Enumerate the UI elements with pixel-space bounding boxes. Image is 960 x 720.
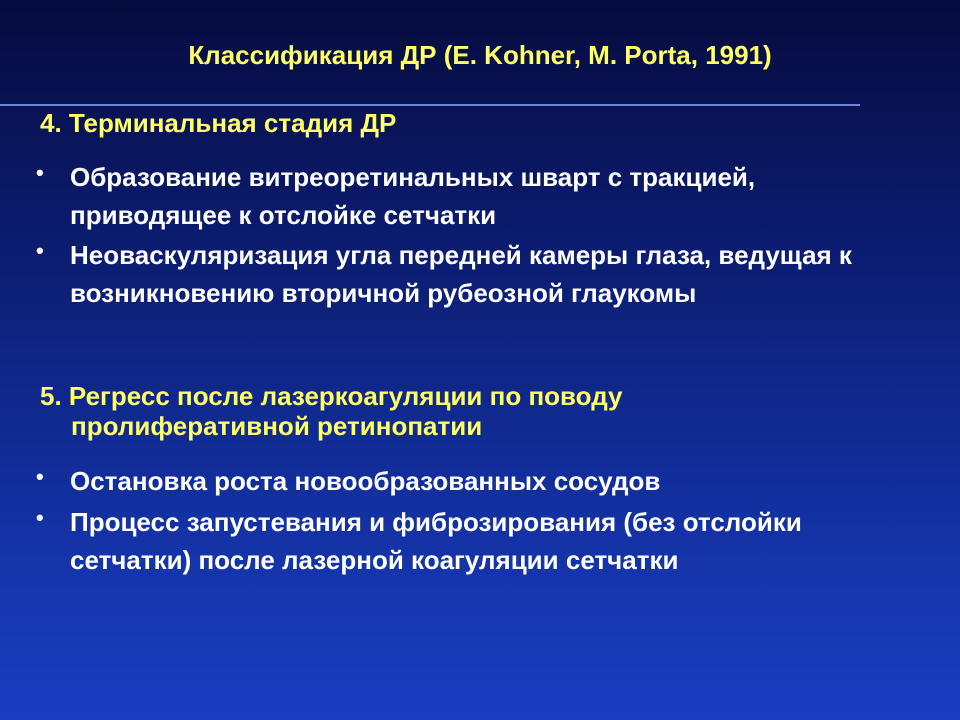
section-5-heading-line-1: 5. Регресс после лазеркоагуляции по поводу bbox=[40, 381, 623, 411]
bullet-text: Неоваскуляризация угла передней камеры глаза, ведущая к возникновению вторичной рубеозной глаукомы bbox=[70, 240, 852, 308]
section-4-bullet-2 bbox=[36, 236, 906, 312]
bullet-text: Процесс запустевания и фиброзирования (без отслойки сетчатки) после лазерной коагуляции сетчатки bbox=[70, 507, 802, 575]
bullet-icon: • bbox=[36, 464, 44, 489]
title-divider bbox=[0, 104, 860, 106]
section-4-bullet-1 bbox=[36, 158, 906, 234]
section-4-heading-text: 4. Терминальная стадия ДР bbox=[40, 108, 397, 138]
section-5-bullet-2 bbox=[36, 503, 906, 579]
bullet-text: Образование витреоретинальных шварт с тракцией, приводящее к отслойке сетчатки bbox=[70, 162, 756, 230]
bullet-icon: • bbox=[36, 505, 44, 530]
slide-title: Классификация ДР (E. Kohner, M. Porta, 1991) bbox=[188, 40, 772, 70]
bullet-icon: • bbox=[36, 160, 44, 185]
section-4-heading bbox=[40, 108, 396, 138]
section-5-bullet-1 bbox=[36, 462, 906, 500]
bullet-text: Остановка роста новообразованных сосудов bbox=[70, 466, 661, 496]
section-5-heading bbox=[40, 381, 623, 441]
bullet-icon: • bbox=[36, 238, 44, 263]
section-5-heading-line-2: пролиферативной ретинопатии bbox=[71, 411, 483, 441]
